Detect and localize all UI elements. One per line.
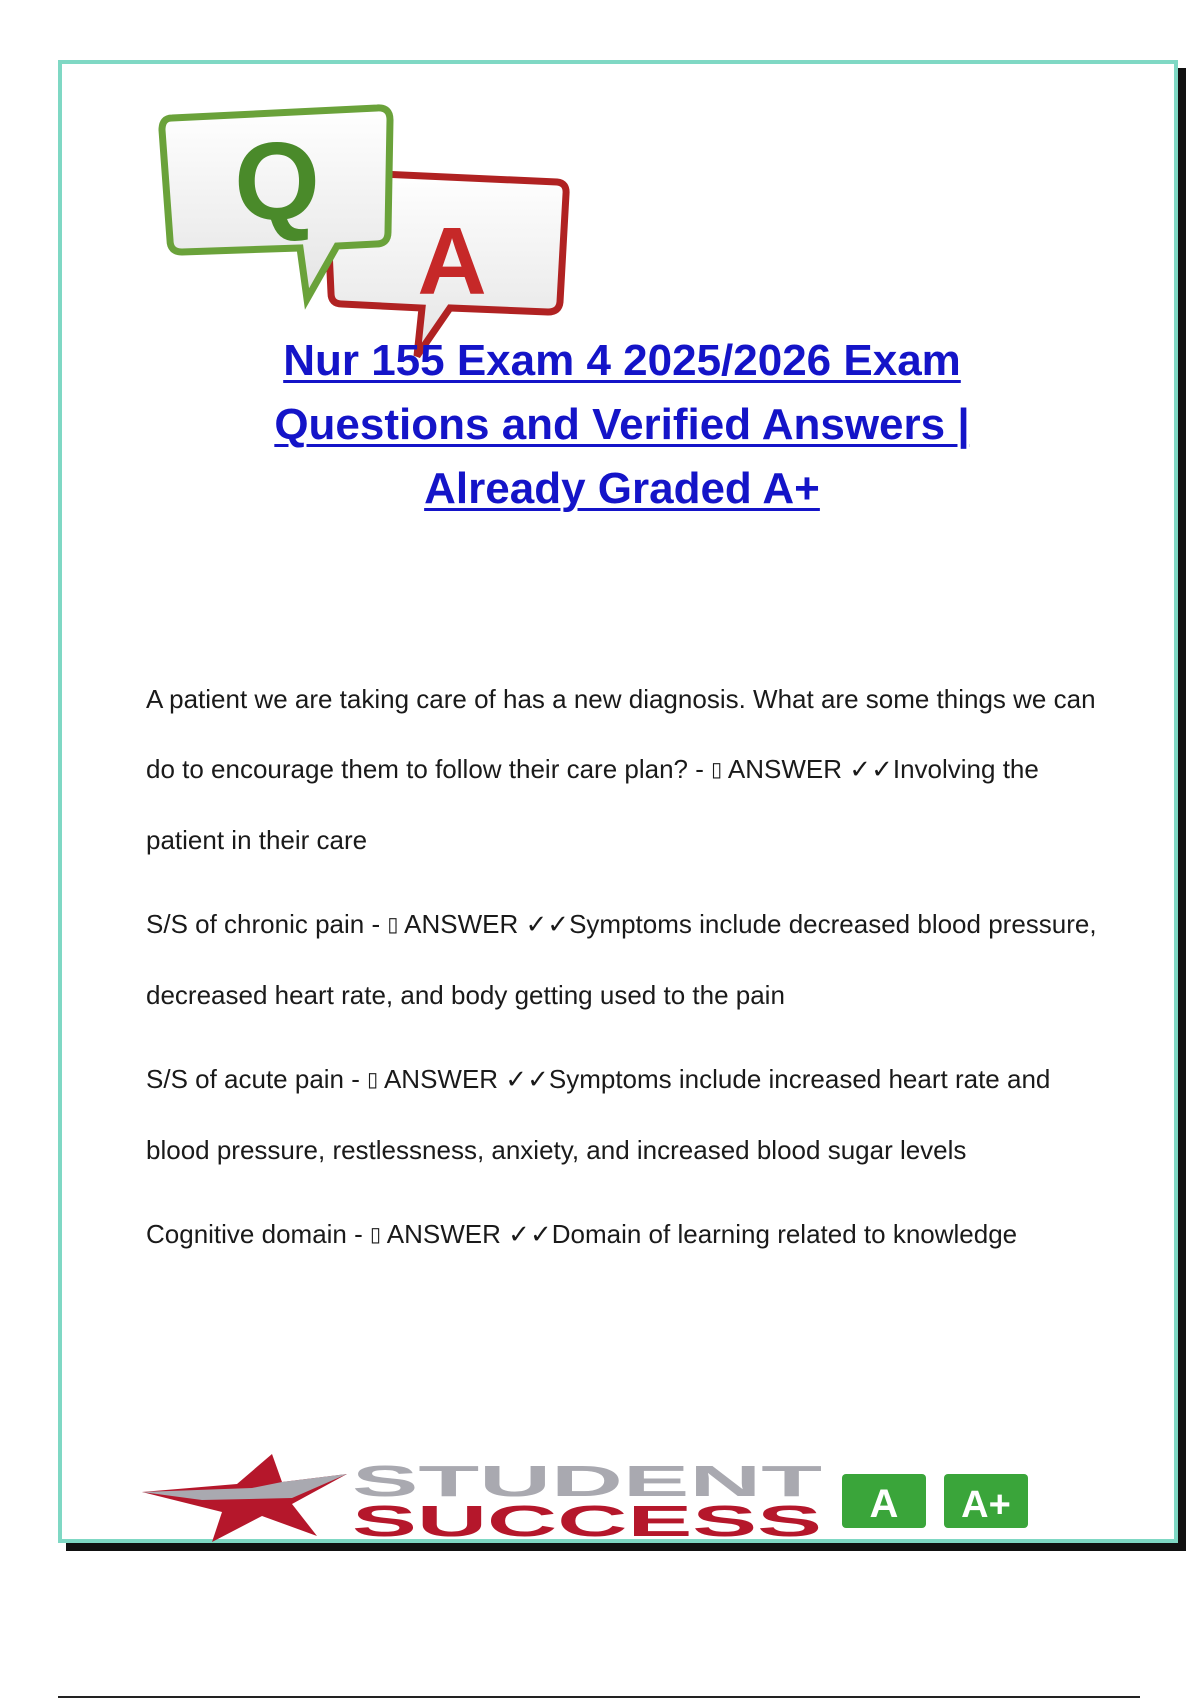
title-line-2: Questions and Verified Answers | bbox=[274, 400, 970, 449]
title-line-1: Nur 155 Exam 4 2025/2026 Exam bbox=[283, 336, 961, 385]
page-frame bbox=[58, 60, 1178, 1543]
qa-list bbox=[146, 664, 1106, 1284]
answer-text: Symptoms include decreased blood pressure, decreased heart rate, and body getting used to the pain bbox=[146, 909, 1097, 1010]
answer-text: Involving the patient in their care bbox=[146, 754, 1039, 855]
separator: - bbox=[364, 909, 388, 939]
missing-glyph-box-icon: ▯ bbox=[711, 759, 723, 781]
qa-item bbox=[146, 1044, 1106, 1185]
separator: - bbox=[344, 1064, 368, 1094]
double-check-icon: ✓✓ bbox=[508, 1219, 552, 1249]
qa-item bbox=[146, 664, 1106, 875]
missing-glyph-box-icon: ▯ bbox=[370, 1224, 382, 1246]
answer-label: ANSWER bbox=[381, 1219, 509, 1249]
answer-label: ANSWER bbox=[722, 754, 850, 784]
double-check-icon: ✓✓ bbox=[525, 909, 570, 939]
double-check-icon: ✓✓ bbox=[849, 754, 893, 784]
q-letter: Q bbox=[234, 120, 320, 243]
qa-item bbox=[146, 1199, 1106, 1270]
missing-glyph-box-icon: ▯ bbox=[387, 914, 399, 936]
question-text: S/S of acute pain bbox=[146, 1064, 345, 1094]
question-text: Cognitive domain bbox=[146, 1219, 347, 1249]
document-title[interactable] bbox=[162, 329, 1082, 521]
a-letter: A bbox=[417, 208, 487, 315]
double-check-icon: ✓✓ bbox=[505, 1064, 549, 1094]
separator: - bbox=[688, 754, 712, 784]
answer-text: Symptoms include increased heart rate and blood pressure, restlessness, anxiety, and increased blood sugar levels bbox=[146, 1064, 1051, 1165]
question-text: S/S of chronic pain bbox=[146, 909, 365, 939]
brand-student: STUDENT bbox=[352, 1457, 823, 1506]
answer-text: Domain of learning related to knowledge bbox=[551, 1219, 1018, 1249]
star-swoosh-icon bbox=[142, 1454, 347, 1542]
grade-a-plus-text: A+ bbox=[961, 1484, 1011, 1526]
title-line-3: Already Graded A+ bbox=[424, 464, 820, 513]
missing-glyph-box-icon: ▯ bbox=[367, 1069, 379, 1091]
page-bottom-rule bbox=[58, 1696, 1140, 1698]
separator: - bbox=[346, 1219, 370, 1249]
answer-label: ANSWER bbox=[398, 909, 526, 939]
question-text: A patient we are taking care of has a new diagnosis. What are some things we can do to encourage them to follow their care plan? bbox=[146, 684, 1096, 784]
answer-label: ANSWER bbox=[378, 1064, 506, 1094]
qa-item bbox=[146, 889, 1106, 1030]
grade-a-text: A bbox=[869, 1482, 899, 1526]
brand-success: SUCCESS bbox=[352, 1497, 822, 1544]
student-success-logo bbox=[142, 1454, 1132, 1544]
